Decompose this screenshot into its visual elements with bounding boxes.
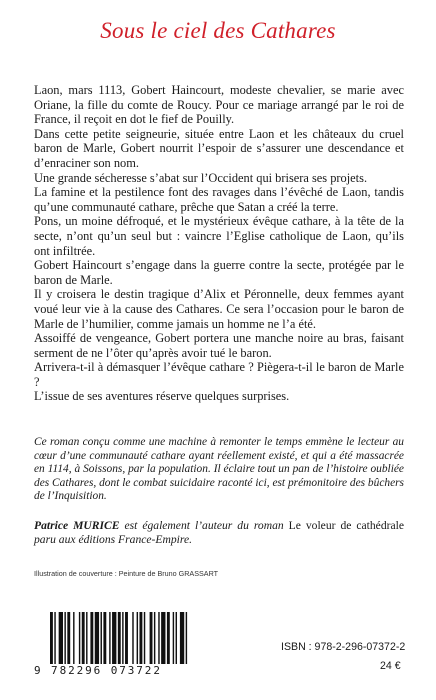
isbn: ISBN : 978-2-296-07372-2	[281, 641, 406, 653]
novel-description-text: Ce roman conçu comme une machine à remonter le temps emmène le lecteur au cœur d’une communauté cathare ayant réellement existé, et qui a été massacrée en 1114, à Soissons, par la population. Il éclaire tout un pan de l’histoire oubliée des Cathares, dont le combat suicidaire raconté ici, est prémonitoire des bûchers de l’Inquisition.	[34, 436, 404, 503]
barcode-bar	[137, 612, 138, 664]
barcode-bar	[86, 612, 87, 664]
synopsis-paragraph: Gobert Haincourt s’engage dans la guerre contre la secte, protégée par le baron de Marle.	[34, 258, 404, 287]
price: 24 €	[380, 660, 401, 672]
barcode-bar	[167, 612, 170, 664]
barcode-bar	[139, 612, 142, 664]
barcode-bar	[161, 612, 165, 664]
barcode-bar	[73, 612, 74, 664]
barcode-bar	[95, 612, 99, 664]
barcode	[34, 612, 196, 676]
novel-description	[34, 436, 404, 504]
synopsis-paragraph: Laon, mars 1113, Gobert Haincourt, modeste chevalier, se marie avec Oriane, la fille du comte de Roucy. Pour ce mariage arrangé par le roi de France, il reçoit en dot le fief de Pouilly.	[34, 83, 404, 127]
barcode-bar	[144, 612, 145, 664]
barcode-bar	[79, 612, 80, 664]
barcode-bar	[67, 612, 70, 664]
synopsis-paragraph: Pons, un moine défroqué, et le mystérieux évêque cathare, à la tête de la secte, n’ont qu’un seul but : vaincre l’Eglise catholique de Laon, qu’ils ont infiltrée.	[34, 214, 404, 258]
barcode-bar	[82, 612, 85, 664]
synopsis-paragraph: Arrivera-t-il à démasquer l’évêque cathare ? Piègera-t-il le baron de Marle ?	[34, 360, 404, 389]
barcode-digits: 9 782296 073722	[34, 664, 162, 677]
barcode-bar	[59, 612, 63, 664]
synopsis-paragraph: Assoiffé de vengeance, Gobert portera une manche noire au bras, faisant serment de ne l’ôter qu’après avoir tué le baron.	[34, 331, 404, 360]
book-title: Sous le ciel des Cathares	[100, 18, 336, 43]
synopsis-paragraph: Il y croisera le destin tragique d’Alix et Péronnelle, deux femmes ayant voué leur vie à la cause des Cathares. Ce sera l’occasion pour le baron de Marle de l’humilier, comme jamais un homme ne l’a été.	[34, 287, 404, 331]
barcode-bar	[154, 612, 155, 664]
barcode-bar	[112, 612, 116, 664]
barcode-bar	[50, 612, 53, 664]
barcode-graphic	[50, 612, 190, 664]
barcode-bar	[54, 612, 55, 664]
author-name: Patrice MURICE	[34, 519, 120, 532]
synopsis	[34, 83, 404, 404]
barcode-bar	[186, 612, 187, 664]
barcode-bar	[150, 612, 153, 664]
author-note-text: est également l’auteur du roman	[119, 519, 289, 532]
barcode-bar	[176, 612, 177, 664]
barcode-bar	[132, 612, 133, 664]
barcode-bar	[180, 612, 184, 664]
barcode-bar	[90, 612, 93, 664]
barcode-bar	[101, 612, 102, 664]
synopsis-paragraph: La famine et la pestilence font des ravages dans l’évêché de Laon, tandis qu’une communauté cathare, prêche que Satan a créé la terre.	[34, 185, 404, 214]
other-book-title: Le voleur de cathédrale	[288, 519, 404, 532]
barcode-bar	[118, 612, 121, 664]
barcode-bar	[122, 612, 123, 664]
author-note-publisher: paru aux éditions France-Empire.	[34, 533, 192, 546]
synopsis-paragraph: L’issue de ses aventures réserve quelques surprises.	[34, 389, 290, 404]
synopsis-paragraph: Une grande sécheresse s’abat sur l’Occident qui brisera ses projets.	[34, 170, 368, 185]
synopsis-paragraph: Dans cette petite seigneurie, située entre Laon et les châteaux du cruel baron de Marle, Gobert nourrit l’espoir de s’assurer une descendance et d’enraciner son nom.	[34, 126, 404, 170]
barcode-bar	[158, 612, 159, 664]
barcode-bar	[125, 612, 128, 664]
author-note	[34, 519, 404, 547]
barcode-bar	[109, 612, 110, 664]
barcode-bar	[103, 612, 106, 664]
cover-illustration-credit: Illustration de couverture : Peinture de Bruno GRASSART	[34, 569, 219, 578]
barcode-bar	[173, 612, 174, 664]
barcode-bar	[64, 612, 65, 664]
